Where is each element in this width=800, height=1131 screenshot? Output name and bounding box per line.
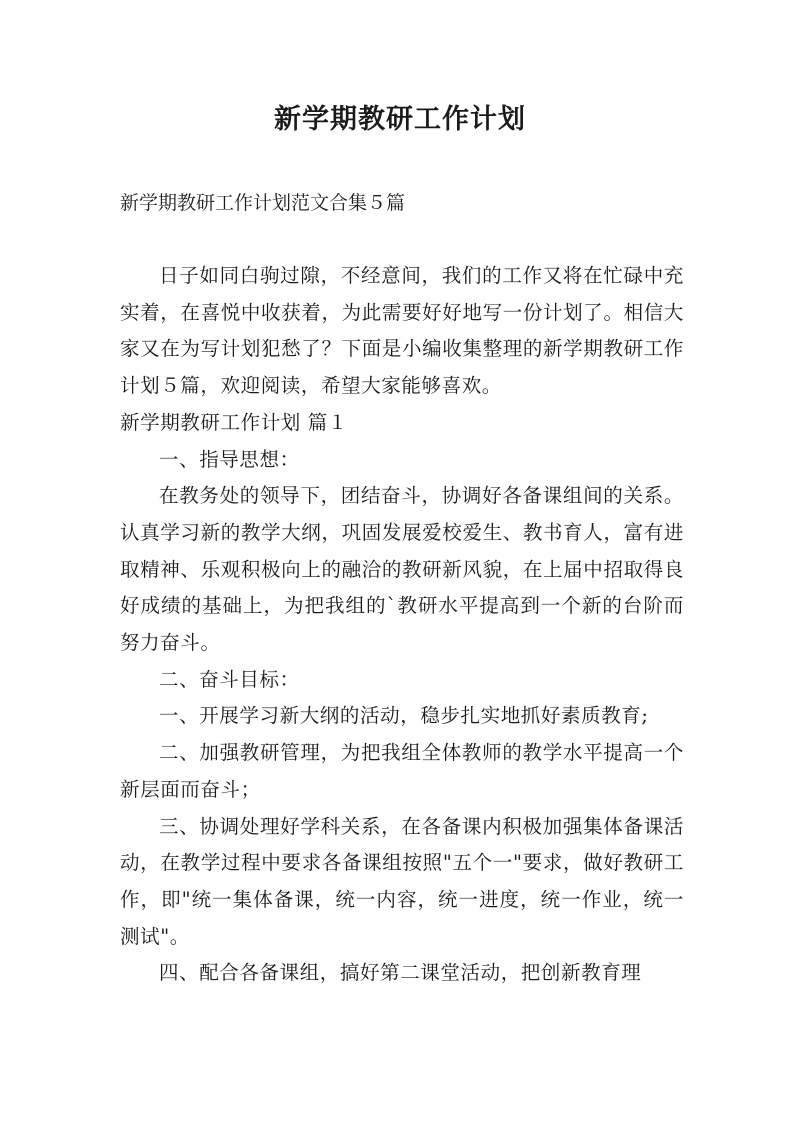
goal-item-3: 三、协调处理好学科关系，在各备课内积极加强集体备课活动，在教学过程中要求各备课组按照"五个一"要求，做好教研工作，即"统一集体备课，统一内容，统一进度，统一作业，统一测试"。: [120, 814, 684, 948]
goal-item-2: 二、加强教研管理，为把我组全体教师的教学水平提高一个新层面而奋斗；: [120, 741, 684, 801]
intro-paragraph: 日子如同白驹过隙，不经意间，我们的工作又将在忙碌中充实着，在喜悦中收获着，为此需要好好地写一份计划了。相信大家又在为写计划犯愁了？下面是小编收集整理的新学期教研工作计划５篇，欢迎阅读，希望大家能够喜欢。: [120, 264, 684, 398]
section-heading: 新学期教研工作计划 篇１: [120, 410, 348, 434]
goal-item-4: 四、配合各备课组，搞好第二课堂活动，把创新教育理: [159, 961, 642, 985]
document-body: [120, 258, 684, 992]
paragraph-guiding-thought: 在教务处的领导下，团结奋斗，协调好各备课组间的关系。认真学习新的教学大纲，巩固发展爱校爱生、教书育人，富有进取精神、乐观积极向上的融洽的教研新风貌，在上届中招取得良好成绩的基础上，为把我组的`教研水平提高到一个新的台阶而努力奋斗。: [120, 484, 684, 655]
heading-goals: 二、奋斗目标：: [159, 667, 300, 691]
document-subtitle: 新学期教研工作计划范文合集５篇: [120, 192, 406, 214]
document-title: 新学期教研工作计划: [274, 104, 526, 135]
goal-item-1: 一、开展学习新大纲的活动，稳步扎实地抓好素质教育;: [159, 704, 649, 728]
heading-guiding-thought: 一、指导思想：: [159, 447, 300, 471]
